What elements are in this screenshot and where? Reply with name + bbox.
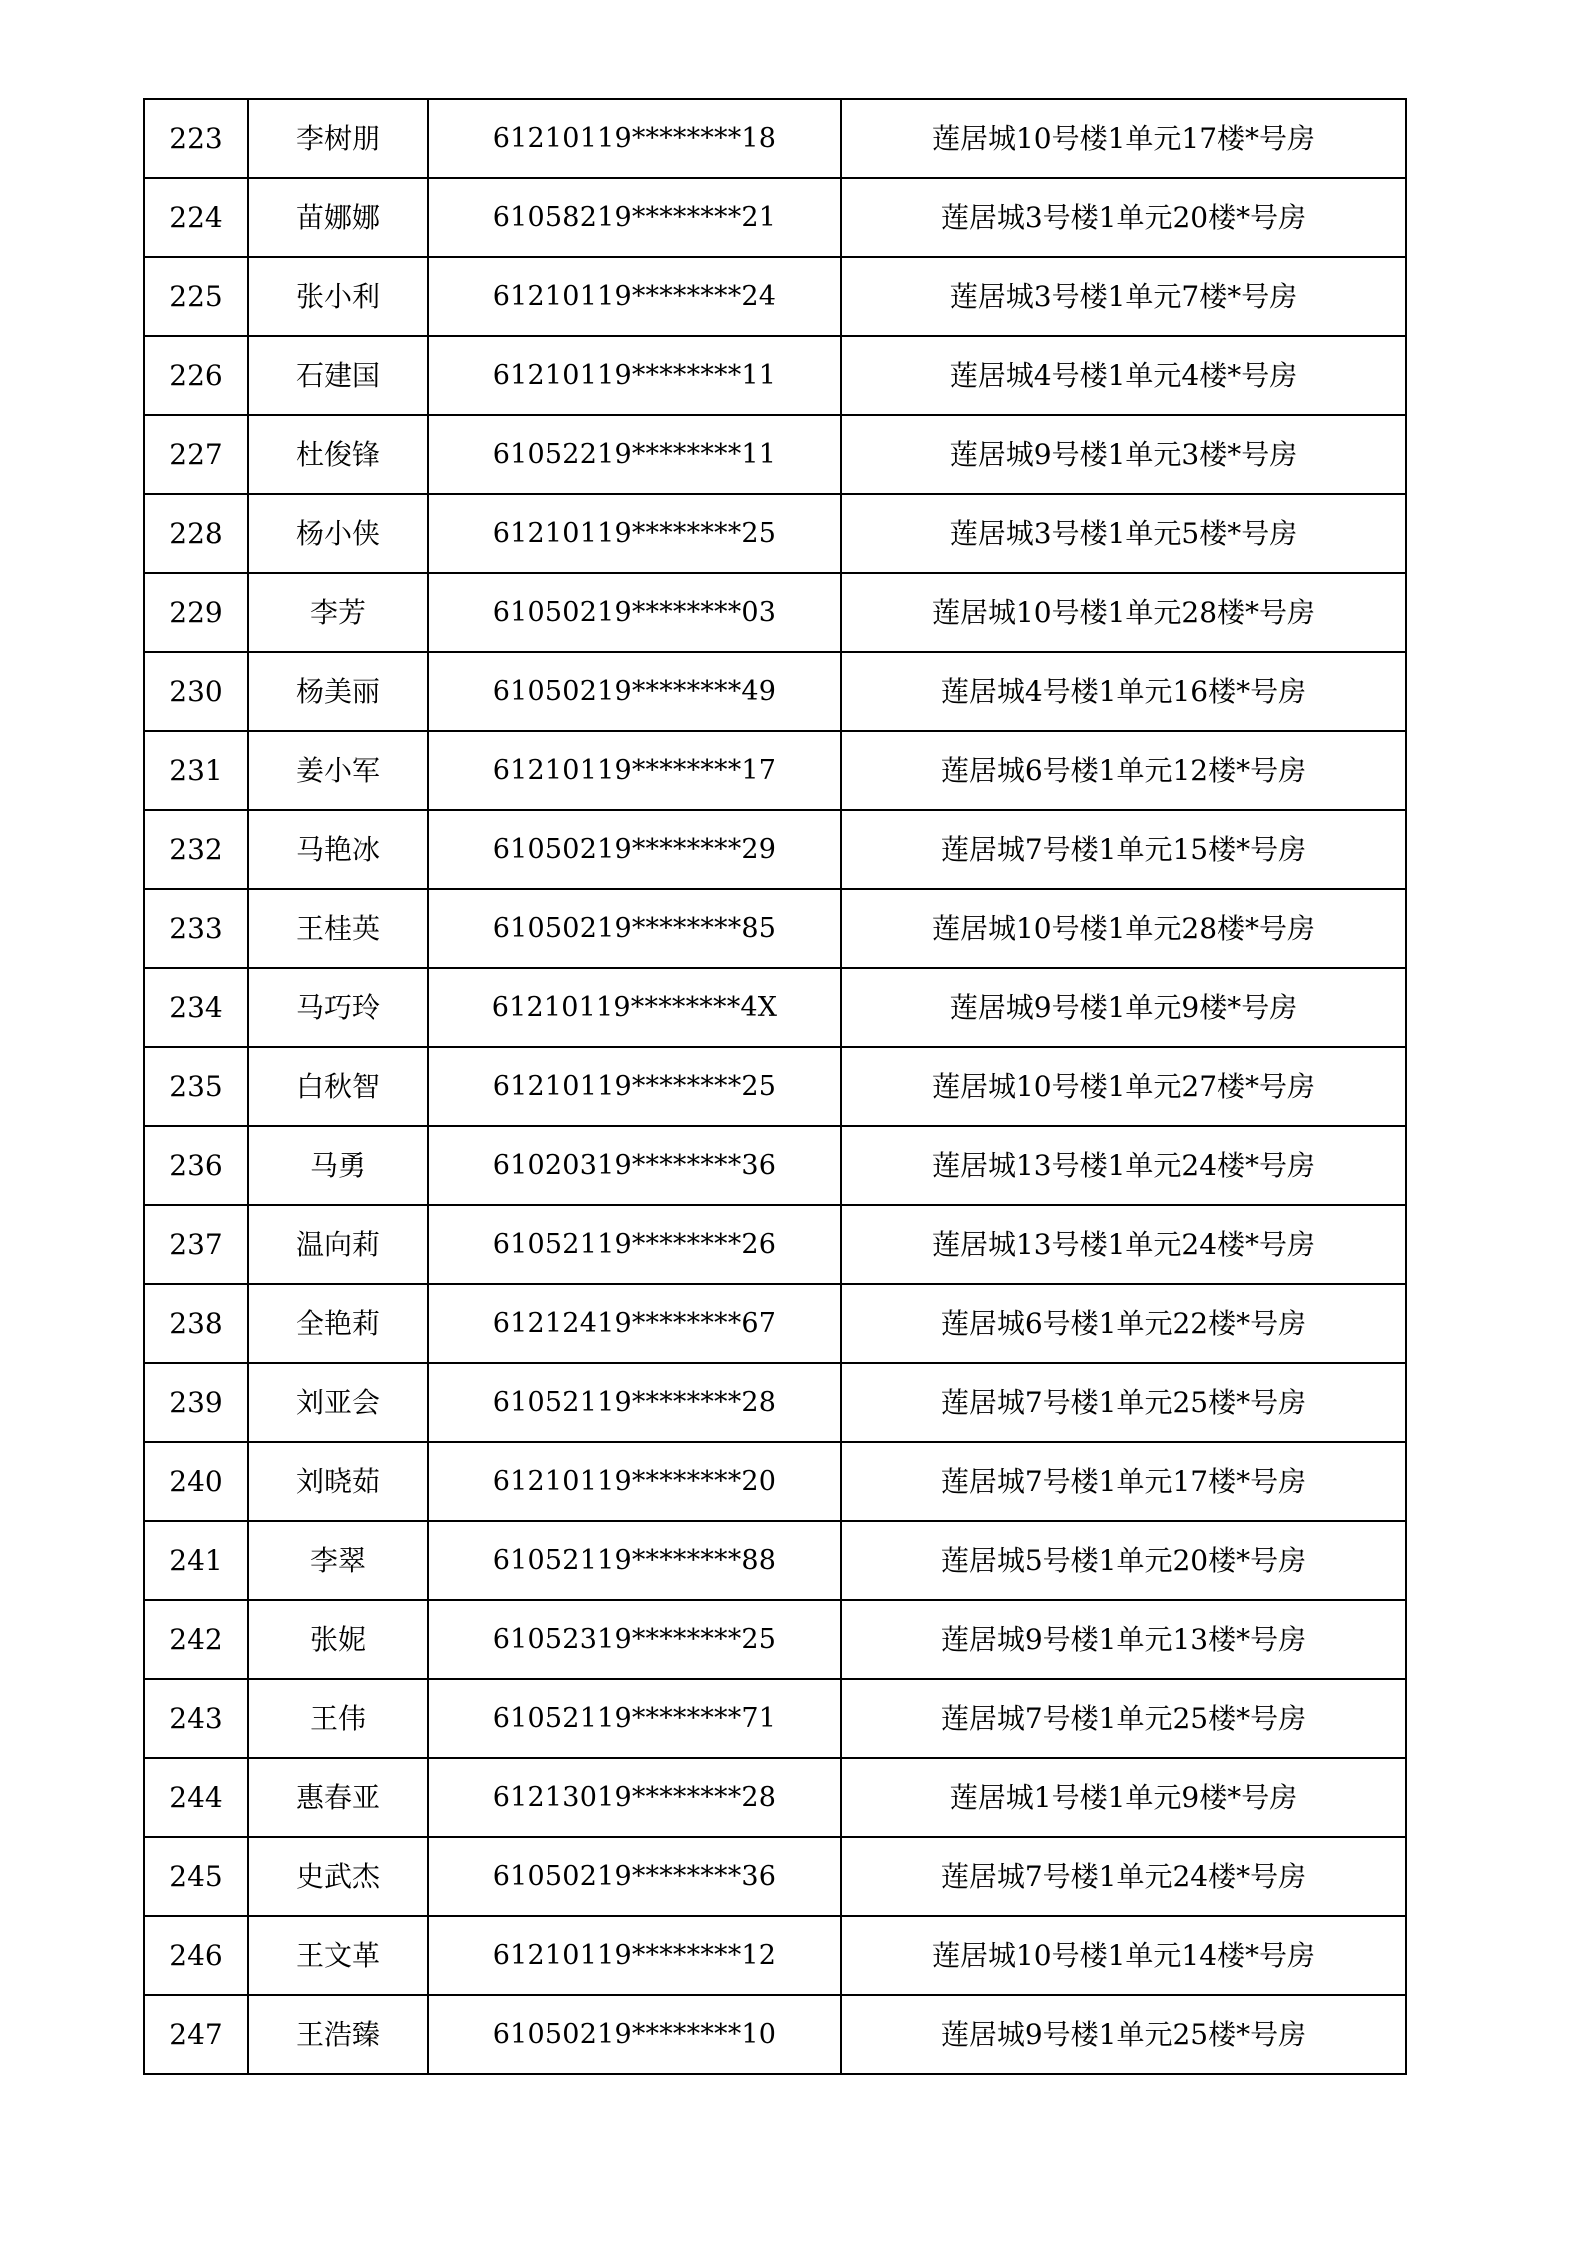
row-number: 227 [144, 415, 248, 494]
address: 莲居城6号楼1单元12楼*号房 [841, 731, 1406, 810]
row-number: 224 [144, 178, 248, 257]
row-number: 239 [144, 1363, 248, 1442]
table-row [144, 1758, 1406, 1837]
row-number: 230 [144, 652, 248, 731]
row-number: 225 [144, 257, 248, 336]
resident-name: 李翠 [248, 1521, 428, 1600]
resident-name: 刘亚会 [248, 1363, 428, 1442]
address: 莲居城3号楼1单元20楼*号房 [841, 178, 1406, 257]
address: 莲居城10号楼1单元28楼*号房 [841, 889, 1406, 968]
resident-table [143, 98, 1407, 2075]
table-row [144, 1521, 1406, 1600]
resident-name: 温向莉 [248, 1205, 428, 1284]
id-number: 61050219********36 [428, 1837, 841, 1916]
table-row [144, 1916, 1406, 1995]
resident-name: 全艳莉 [248, 1284, 428, 1363]
resident-name: 王桂英 [248, 889, 428, 968]
address: 莲居城9号楼1单元3楼*号房 [841, 415, 1406, 494]
row-number: 236 [144, 1126, 248, 1205]
resident-name: 姜小军 [248, 731, 428, 810]
id-number: 61210119********11 [428, 336, 841, 415]
address: 莲居城7号楼1单元25楼*号房 [841, 1679, 1406, 1758]
table-row [144, 1363, 1406, 1442]
table-row [144, 1047, 1406, 1126]
row-number: 237 [144, 1205, 248, 1284]
resident-name: 马勇 [248, 1126, 428, 1205]
id-number: 61052219********11 [428, 415, 841, 494]
table-row [144, 1995, 1406, 2074]
table-row [144, 573, 1406, 652]
address: 莲居城3号楼1单元5楼*号房 [841, 494, 1406, 573]
resident-name: 张妮 [248, 1600, 428, 1679]
id-number: 61213019********28 [428, 1758, 841, 1837]
table-row [144, 178, 1406, 257]
id-number: 61210119********25 [428, 1047, 841, 1126]
id-number: 61210119********18 [428, 99, 841, 178]
row-number: 229 [144, 573, 248, 652]
table-row [144, 810, 1406, 889]
row-number: 241 [144, 1521, 248, 1600]
address: 莲居城9号楼1单元25楼*号房 [841, 1995, 1406, 2074]
row-number: 232 [144, 810, 248, 889]
address: 莲居城10号楼1单元28楼*号房 [841, 573, 1406, 652]
resident-name: 苗娜娜 [248, 178, 428, 257]
address: 莲居城6号楼1单元22楼*号房 [841, 1284, 1406, 1363]
row-number: 246 [144, 1916, 248, 1995]
resident-name: 马艳冰 [248, 810, 428, 889]
row-number: 231 [144, 731, 248, 810]
table-row [144, 968, 1406, 1047]
id-number: 61050219********85 [428, 889, 841, 968]
row-number: 223 [144, 99, 248, 178]
id-number: 61050219********29 [428, 810, 841, 889]
address: 莲居城9号楼1单元13楼*号房 [841, 1600, 1406, 1679]
resident-name: 李芳 [248, 573, 428, 652]
resident-name: 刘晓茹 [248, 1442, 428, 1521]
id-number: 61020319********36 [428, 1126, 841, 1205]
address: 莲居城13号楼1单元24楼*号房 [841, 1126, 1406, 1205]
resident-name: 惠春亚 [248, 1758, 428, 1837]
id-number: 61050219********03 [428, 573, 841, 652]
table-row [144, 889, 1406, 968]
resident-table-body [144, 99, 1406, 2074]
row-number: 234 [144, 968, 248, 1047]
address: 莲居城1号楼1单元9楼*号房 [841, 1758, 1406, 1837]
row-number: 240 [144, 1442, 248, 1521]
resident-name: 马巧玲 [248, 968, 428, 1047]
table-row [144, 99, 1406, 178]
row-number: 233 [144, 889, 248, 968]
resident-name: 王浩臻 [248, 1995, 428, 2074]
address: 莲居城7号楼1单元15楼*号房 [841, 810, 1406, 889]
resident-name: 杨小侠 [248, 494, 428, 573]
id-number: 61210119********12 [428, 1916, 841, 1995]
resident-name: 王伟 [248, 1679, 428, 1758]
table-row [144, 731, 1406, 810]
resident-name: 史武杰 [248, 1837, 428, 1916]
address: 莲居城7号楼1单元25楼*号房 [841, 1363, 1406, 1442]
row-number: 226 [144, 336, 248, 415]
address: 莲居城10号楼1单元14楼*号房 [841, 1916, 1406, 1995]
table-row [144, 1679, 1406, 1758]
id-number: 61210119********25 [428, 494, 841, 573]
address: 莲居城7号楼1单元17楼*号房 [841, 1442, 1406, 1521]
id-number: 61210119********4X [428, 968, 841, 1047]
address: 莲居城9号楼1单元9楼*号房 [841, 968, 1406, 1047]
resident-name: 石建国 [248, 336, 428, 415]
table-row [144, 1600, 1406, 1679]
row-number: 228 [144, 494, 248, 573]
row-number: 242 [144, 1600, 248, 1679]
id-number: 61212419********67 [428, 1284, 841, 1363]
row-number: 238 [144, 1284, 248, 1363]
id-number: 61052119********28 [428, 1363, 841, 1442]
id-number: 61050219********10 [428, 1995, 841, 2074]
resident-name: 白秋智 [248, 1047, 428, 1126]
table-row [144, 1205, 1406, 1284]
resident-name: 张小利 [248, 257, 428, 336]
table-row [144, 336, 1406, 415]
id-number: 61058219********21 [428, 178, 841, 257]
id-number: 61052119********71 [428, 1679, 841, 1758]
table-row [144, 1284, 1406, 1363]
table-row [144, 415, 1406, 494]
table-row [144, 257, 1406, 336]
table-row [144, 1126, 1406, 1205]
id-number: 61052319********25 [428, 1600, 841, 1679]
address: 莲居城3号楼1单元7楼*号房 [841, 257, 1406, 336]
address: 莲居城5号楼1单元20楼*号房 [841, 1521, 1406, 1600]
id-number: 61052119********88 [428, 1521, 841, 1600]
address: 莲居城10号楼1单元17楼*号房 [841, 99, 1406, 178]
id-number: 61210119********20 [428, 1442, 841, 1521]
table-row [144, 1442, 1406, 1521]
row-number: 243 [144, 1679, 248, 1758]
resident-name: 杨美丽 [248, 652, 428, 731]
resident-name: 王文革 [248, 1916, 428, 1995]
table-row [144, 652, 1406, 731]
address: 莲居城4号楼1单元16楼*号房 [841, 652, 1406, 731]
row-number: 244 [144, 1758, 248, 1837]
row-number: 235 [144, 1047, 248, 1126]
address: 莲居城4号楼1单元4楼*号房 [841, 336, 1406, 415]
resident-name: 李树朋 [248, 99, 428, 178]
address: 莲居城10号楼1单元27楼*号房 [841, 1047, 1406, 1126]
table-row [144, 494, 1406, 573]
table-row [144, 1837, 1406, 1916]
row-number: 247 [144, 1995, 248, 2074]
resident-name: 杜俊锋 [248, 415, 428, 494]
id-number: 61052119********26 [428, 1205, 841, 1284]
id-number: 61050219********49 [428, 652, 841, 731]
id-number: 61210119********17 [428, 731, 841, 810]
id-number: 61210119********24 [428, 257, 841, 336]
address: 莲居城13号楼1单元24楼*号房 [841, 1205, 1406, 1284]
row-number: 245 [144, 1837, 248, 1916]
address: 莲居城7号楼1单元24楼*号房 [841, 1837, 1406, 1916]
